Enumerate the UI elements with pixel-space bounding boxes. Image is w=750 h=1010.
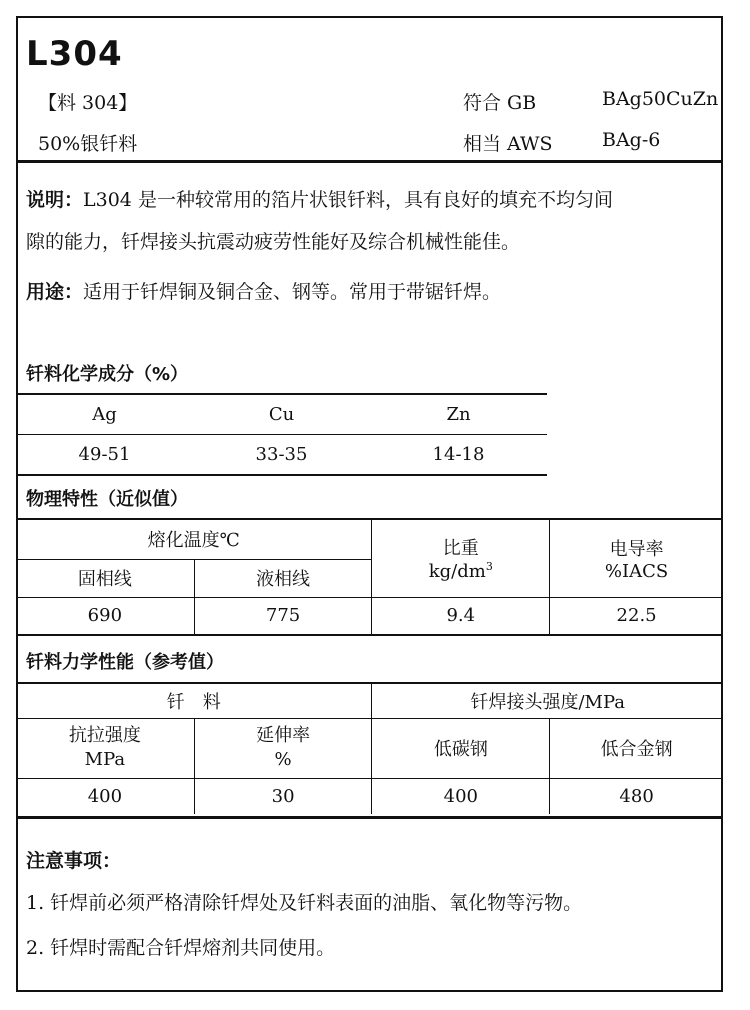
physical-bottom-rule xyxy=(16,634,723,636)
composition-title: 钎料化学成分（%） xyxy=(26,364,189,385)
description-text-2: 隙的能力，钎焊接头抗震动疲劳性能好及综合机械性能佳。 xyxy=(26,231,521,253)
mechanical-title: 钎料力学性能（参考值） xyxy=(26,652,224,673)
tensile-value: 400 xyxy=(16,778,194,814)
elongation-value: 30 xyxy=(194,778,372,814)
composition-value-zn: 14-18 xyxy=(432,443,485,465)
elongation-label: 延伸率 xyxy=(256,725,311,746)
density-unit: kg/dm xyxy=(428,561,486,583)
composition-header-zn: Zn xyxy=(446,404,471,425)
std-aws-label: 相当 AWS xyxy=(463,133,553,155)
tensile-header xyxy=(16,718,194,778)
composition-value-row xyxy=(16,434,547,474)
liquidus-header: 液相线 xyxy=(194,559,372,597)
note-item-1: 1. 钎焊前必须严格清除钎焊处及钎料表面的油脂、氧化物等污物。 xyxy=(26,892,583,914)
liquidus-value: 775 xyxy=(194,597,372,634)
material-subtitle: 50%银钎料 xyxy=(38,133,138,155)
composition-header-row xyxy=(16,395,547,434)
conductivity-unit: %IACS xyxy=(604,560,669,582)
std-aws-value: BAg-6 xyxy=(602,129,661,151)
solidus-value: 690 xyxy=(16,597,194,634)
joint-strength-header: 钎焊接头强度/MPa xyxy=(372,684,723,718)
composition-header-ag: Ag xyxy=(92,404,117,425)
material-code: 【料 304】 xyxy=(38,92,138,114)
physical-header-row-1 xyxy=(16,520,723,559)
conductivity-label: 电导率 xyxy=(609,538,664,560)
mechanical-bottom-rule xyxy=(16,816,723,819)
conductivity-value: 22.5 xyxy=(550,597,723,634)
notes-title: 注意事项： xyxy=(26,850,122,872)
composition-bottom-rule xyxy=(16,474,547,476)
low-alloy-steel-header: 低合金钢 xyxy=(550,718,723,778)
usage-label: 用途： xyxy=(26,281,84,303)
description-label: 说明： xyxy=(26,189,84,211)
description-line-1 xyxy=(26,182,613,218)
mechanical-header-row-2 xyxy=(16,718,723,778)
std-gb-label: 符合 GB xyxy=(463,92,537,114)
composition-value-ag: 49-51 xyxy=(78,443,131,465)
usage-text: 适用于钎焊铜及铜合金、钢等。常用于带锯钎焊。 xyxy=(83,281,502,303)
elongation-unit: % xyxy=(274,749,292,770)
density-header xyxy=(372,520,550,597)
header-divider xyxy=(16,160,723,163)
physical-value-row xyxy=(16,597,723,634)
mechanical-header-row-1 xyxy=(16,684,723,718)
tensile-label: 抗拉强度 xyxy=(68,725,141,746)
low-carbon-strength-value: 400 xyxy=(372,778,550,814)
filler-header: 钎 料 xyxy=(16,684,372,718)
physical-title: 物理特性（近似值） xyxy=(26,489,188,510)
product-title: L304 xyxy=(26,34,123,74)
std-gb-value: BAg50CuZn xyxy=(602,88,719,110)
composition-table xyxy=(16,395,547,474)
description-text-1: L304 是一种较常用的箔片状银钎料，具有良好的填充不均匀间 xyxy=(83,189,613,211)
low-alloy-strength-value: 480 xyxy=(550,778,723,814)
low-carbon-steel-header: 低碳钢 xyxy=(372,718,550,778)
conductivity-header xyxy=(550,520,723,597)
density-unit-exponent: 3 xyxy=(485,560,493,574)
mechanical-value-row xyxy=(16,778,723,814)
tensile-unit: MPa xyxy=(84,749,126,770)
physical-table xyxy=(16,520,723,634)
density-value: 9.4 xyxy=(372,597,550,634)
melting-temp-header: 熔化温度℃ xyxy=(16,520,372,559)
solidus-header: 固相线 xyxy=(16,559,194,597)
density-label: 比重 xyxy=(442,538,479,560)
note-item-2: 2. 钎焊时需配合钎焊熔剂共同使用。 xyxy=(26,937,336,959)
mechanical-table xyxy=(16,684,723,814)
density-unit-line xyxy=(372,560,549,582)
composition-value-cu: 33-35 xyxy=(255,443,308,465)
usage-line xyxy=(26,274,501,310)
composition-header-cu: Cu xyxy=(268,404,295,425)
elongation-header xyxy=(194,718,372,778)
